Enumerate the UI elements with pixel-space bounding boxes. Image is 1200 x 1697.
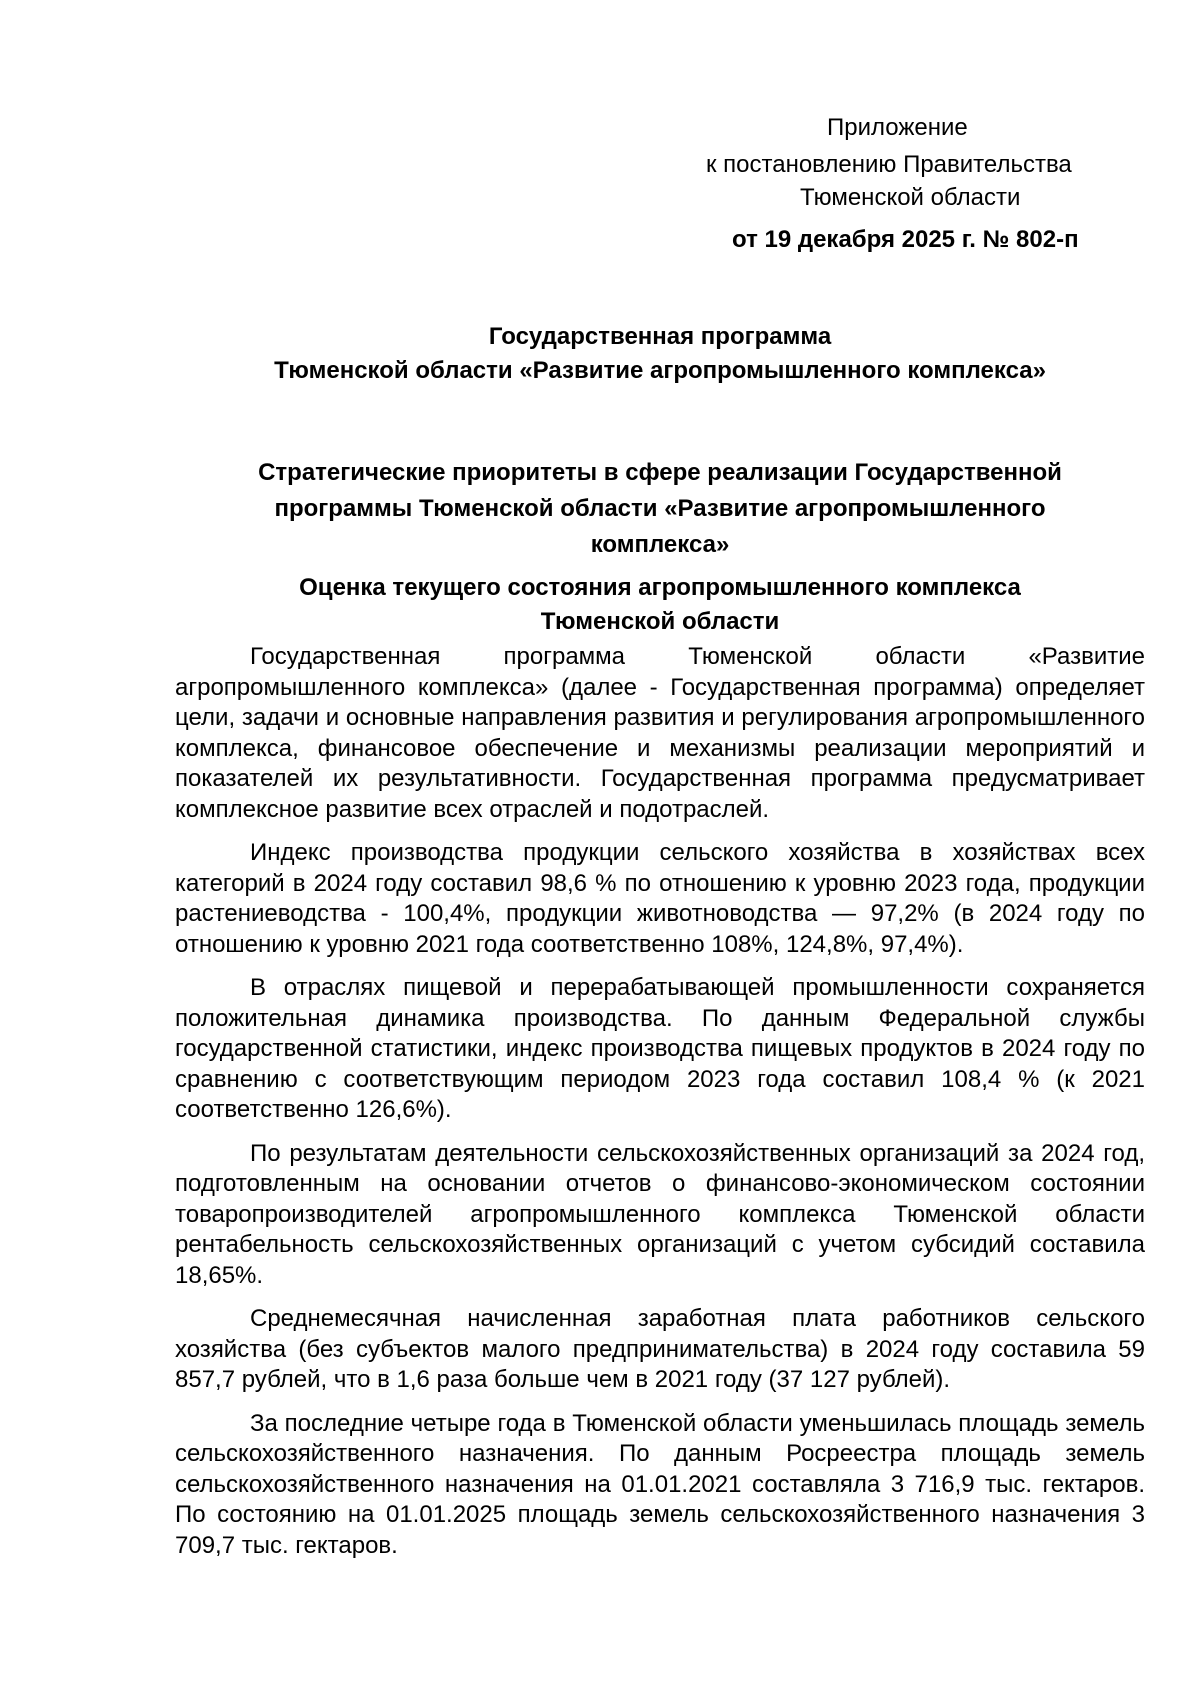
assessment-title-line: Оценка текущего состояния агропромышленного комплекса: [299, 574, 1021, 601]
paragraph: За последние четыре года в Тюменской области уменьшилась площадь земель сельскохозяйственного назначения. По данным Росреестра площадь земель сельскохозяйственного назначения на 01.01.2021 составляла 3 716,9 тыс. гектаров. По состоянию на 01.01.2025 площадь земель сельскохозяйственного назначения 3 709,7 тыс. гектаров.: [175, 1409, 1145, 1559]
program-title: [175, 320, 1145, 388]
appendix-date-number: от 19 декабря 2025 г. № 802-п: [732, 226, 1079, 253]
priorities-title: [175, 455, 1145, 563]
paragraph: По результатам деятельности сельскохозяйственных организаций за 2024 год, подготовленным на основании отчетов о финансово-экономическом состоянии товаропроизводителей агропромышленного комплекса Тюменской области рентабельность сельскохозяйственных организаций с учетом субсидий составила 18,65%.: [175, 1139, 1145, 1289]
body-text: [175, 642, 1145, 1574]
priorities-title-line: комплекса»: [590, 531, 730, 558]
paragraph: В отраслях пищевой и перерабатывающей промышленности сохраняется положительная динамика производства. По данным Федеральной службы государственной статистики, индекс производства пищевых продуктов в 2024 году по сравнению с соответствующим периодом 2023 года составил 108,4 % (к 2021 соответственно 126,6%).: [175, 974, 1145, 1123]
appendix-resolution-ref: к постановлению Правительства: [706, 151, 1072, 178]
paragraph: Государственная программа Тюменской области «Развитие агропромышленного комплекса» (далее - Государственная программа) определяет цели, задачи и основные направления развития и регулирования агропромышленного комплекса, финансовое обеспечение и механизмы реализации мероприятий и показателей их результативности. Государственная программа предусматривает комплексное развитие всех отраслей и подотраслей.: [175, 643, 1145, 823]
paragraph: Среднемесячная начисленная заработная плата работников сельского хозяйства (без субъектов малого предпринимательства) в 2024 году составила 59 857,7 рублей, что в 1,6 раза больше чем в 2021 году (37 127 рублей).: [175, 1305, 1145, 1393]
appendix-region: Тюменской области: [800, 184, 1021, 211]
assessment-title-line: Тюменской области: [540, 608, 780, 635]
priorities-title-line: программы Тюменской области «Развитие агропромышленного: [274, 495, 1046, 522]
appendix-title: Приложение: [827, 114, 968, 141]
assessment-title: [175, 571, 1145, 639]
paragraph: Индекс производства продукции сельского хозяйства в хозяйствах всех категорий в 2024 году составил 98,6 % по отношению к уровню 2023 года, продукции растениеводства - 100,4%, продукции животноводства — 97,2% (в 2024 году по отношению к уровню 2021 года соответственно 108%, 124,8%, 97,4%).: [175, 839, 1145, 958]
appendix-header: [640, 112, 1100, 256]
program-title-line: Тюменской области «Развитие агропромышленного комплекса»: [274, 357, 1046, 384]
priorities-title-line: Стратегические приоритеты в сфере реализации Государственной: [258, 459, 1062, 486]
program-title-line: Государственная программа: [488, 323, 832, 350]
